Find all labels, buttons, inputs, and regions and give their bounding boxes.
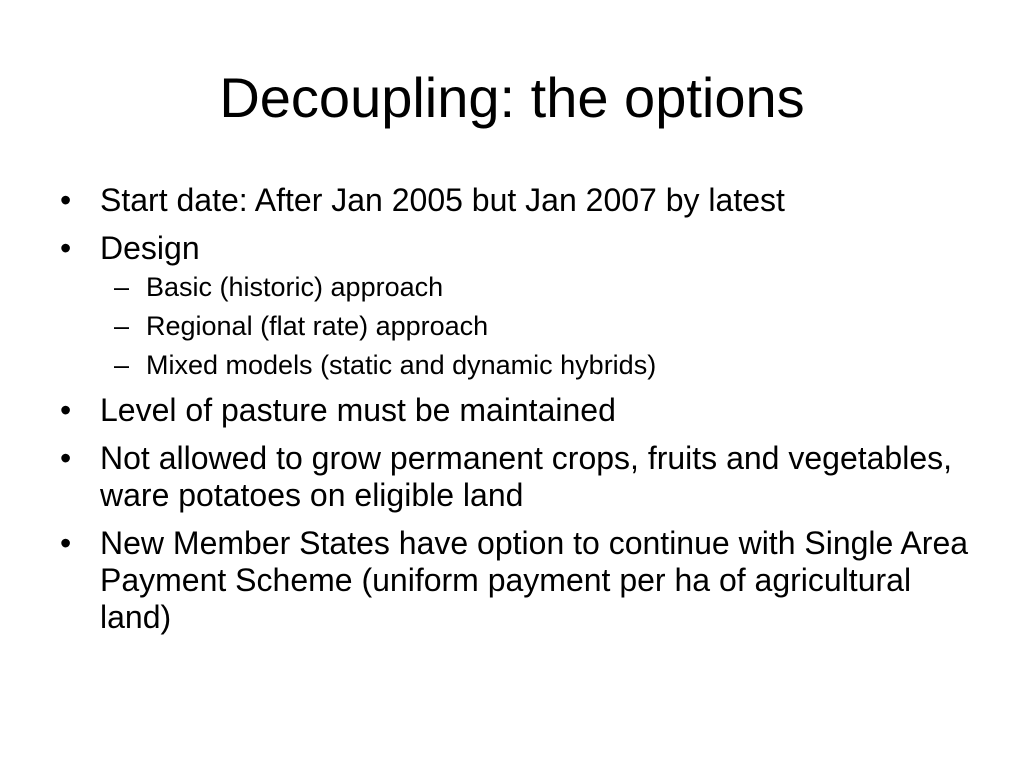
bullet-item [56,440,976,514]
bullet-mark: • [60,182,72,218]
bullet-text: Start date: After Jan 2005 but Jan 2007 by latest [100,182,785,218]
bullet-item [56,230,976,381]
bullet-text: New Member States have option to continue with Single Area Payment Scheme (uniform payment per ha of agricultural land) [100,525,969,635]
sub-bullet-item [100,349,976,381]
bullet-text: Level of pasture must be maintained [100,392,616,428]
sub-bullet-list [100,271,976,381]
bullet-mark: • [60,230,72,266]
sub-bullet-mark: – [114,350,130,380]
bullet-item [56,182,976,219]
sub-bullet-mark: – [114,311,130,341]
slide-title: Decoupling: the options [219,66,805,129]
sub-bullet-text: Mixed models (static and dynamic hybrids) [146,350,657,380]
sub-bullet-text: Basic (historic) approach [146,272,444,302]
bullet-mark: • [60,525,72,561]
bullet-mark: • [60,392,72,428]
bullet-text: Design [100,230,200,266]
bullet-text: Not allowed to grow permanent crops, fruits and vegetables, ware potatoes on eligible land [100,440,953,513]
bullet-list [56,182,976,647]
sub-bullet-text: Regional (flat rate) approach [146,311,489,341]
sub-bullet-item [100,310,976,342]
sub-bullet-mark: – [114,272,130,302]
bullet-item [56,392,976,429]
bullet-item [56,525,976,636]
sub-bullet-item [100,271,976,303]
bullet-mark: • [60,440,72,476]
